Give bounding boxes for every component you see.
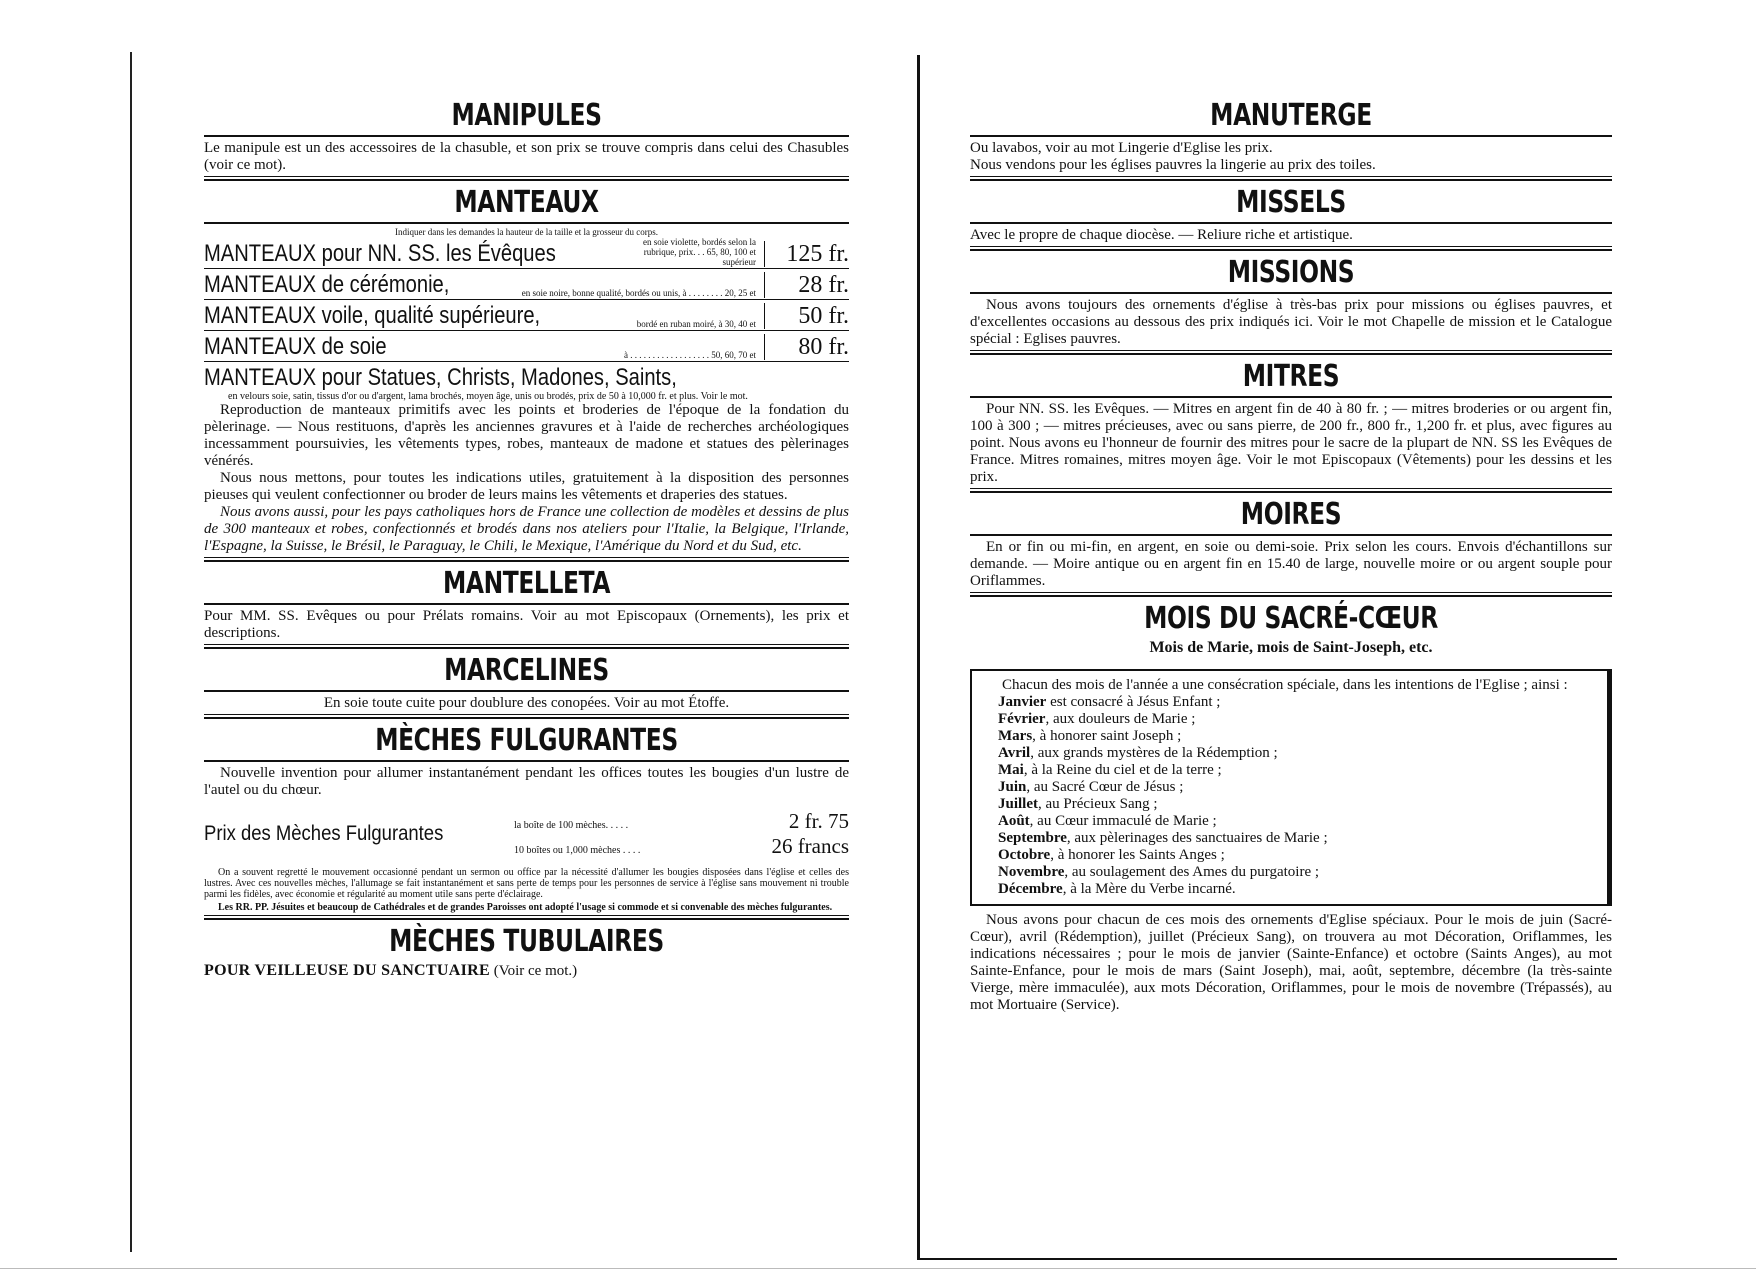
month-item xyxy=(998,830,1597,847)
month-item xyxy=(998,779,1597,796)
entry-mois xyxy=(970,601,1612,1014)
divider xyxy=(204,915,849,920)
meches-price-label: Prix des Mèches Fulgurantes xyxy=(204,822,444,845)
divider xyxy=(970,176,1612,181)
entry-text: En soie toute cuite pour doublure des conopées. Voir au mot Étoffe. xyxy=(323,695,730,711)
page-edge xyxy=(0,1268,1756,1269)
price-line-label: 10 boîtes ou 1,000 mèches . . . . xyxy=(514,845,641,856)
divider xyxy=(204,690,849,692)
gutter-rule xyxy=(917,55,920,1260)
entry-subline xyxy=(204,962,849,980)
meches-note-bold: Les RR. PP. Jésuites et beaucoup de Cathédrales et de grandes Paroisses ont adopté l'usage si commode et si convenable des mèches fulgurantes. xyxy=(218,902,833,913)
price-detail: en soie noire, bonne qualité, bordés ou unis, à . . . . . . . . 20, 25 et xyxy=(521,288,756,298)
entry-text: Le manipule est un des accessoires de la chasuble, et son prix se trouve compris dans celui des Chasubles (voir ce mot). xyxy=(204,140,849,173)
entry-text: Pour MM. SS. Evêques ou pour Prélats romains. Voir au mot Episcopaux (Ornements), les prix et descriptions. xyxy=(204,608,849,641)
divider xyxy=(204,176,849,181)
subline-caps: POUR VEILLEUSE DU SANCTUAIRE xyxy=(204,962,490,979)
month-dedication: , à la Mère du Verbe incarné. xyxy=(1062,881,1236,897)
price-amount: 28 fr. xyxy=(764,272,849,298)
month-item xyxy=(998,745,1597,762)
month-name: Février xyxy=(998,711,1046,727)
price-row xyxy=(204,303,849,331)
divider xyxy=(204,714,849,719)
month-item xyxy=(998,728,1597,745)
month-name: Septembre xyxy=(998,830,1067,846)
entry-manteaux xyxy=(204,185,849,562)
entry-title: MISSELS xyxy=(1236,185,1346,220)
price-name: MANTEAUX voile, qualité supérieure, xyxy=(204,302,541,329)
month-dedication: , à la Reine du ciel et de la terre ; xyxy=(1023,762,1222,778)
right-page xyxy=(970,98,1612,1014)
entry-text: Avec le propre de chaque diocèse. — Reliure riche et artistique. xyxy=(970,227,1353,243)
entry-title: MANUTERGE xyxy=(1210,98,1372,133)
subline-rest: (Voir ce mot.) xyxy=(493,963,578,979)
entry-text: Nous avons toujours des ornements d'église à très-bas prix pour missions ou églises pauvres, et d'excellentes occasions au dessous des prix indiqués ici. Voir le mot Chapelle de mission et le Catalogue spécial : Eglises pauvres. xyxy=(970,297,1612,347)
price-row xyxy=(204,237,849,269)
month-dedication: , à honorer les Saints Anges ; xyxy=(1050,847,1225,863)
month-item xyxy=(998,881,1597,898)
month-dedication: , à honorer saint Joseph ; xyxy=(1032,728,1182,744)
divider xyxy=(204,222,849,224)
entry-title: MITRES xyxy=(1242,359,1340,394)
entry-meches-fulgurantes xyxy=(204,723,849,920)
price-detail: bordé en ruban moiré, à 30, 40 et xyxy=(636,319,756,329)
month-item xyxy=(998,711,1597,728)
entry-title: MÈCHES FULGURANTES xyxy=(375,723,678,758)
month-item xyxy=(998,864,1597,881)
entry-title: MÈCHES TUBULAIRES xyxy=(389,924,664,959)
entry-missels xyxy=(970,185,1612,251)
months-box xyxy=(970,669,1612,906)
entry-manuterge xyxy=(970,98,1612,181)
price-amount: 80 fr. xyxy=(764,334,849,360)
month-name: Mai xyxy=(998,762,1024,778)
entry-text: En or fin ou mi-fin, en argent, en soie ou demi-soie. Prix selon les cours. Envois d'échantillons sur demande. — Moire antique ou en argent fin en 15.40 de large, nouvelle moire or ou argent souple pour Oriflammes. xyxy=(970,539,1612,589)
price-detail: en soie violette, bordés selon la rubrique, prix. . . 65, 80, 100 et supérieur xyxy=(643,237,756,267)
month-name: Juillet xyxy=(998,796,1038,812)
entry-text: Nous avons pour chacun de ces mois des ornements d'Eglise spéciaux. Pour le mois de juin (Sacré-Cœur), avril (Rédemption), juillet (Précieux Sang), on trouvera au mot Décoration, Oriflammes, les indications nécessaires ; pour le mois de janvier (Sainte-Enfance) et octobre (Saints Anges), au mot Sainte-Enfance, pour le mois de mars (Saint Joseph), mai, août, septembre, décembre (la très-sainte Vierge, mère immaculée), aux mots Décoration, Oriflammes, pour le mois de novembre (Trépassés), au mot Mortuaire (Service). xyxy=(970,912,1612,1013)
month-dedication: est consacré à Jésus Enfant ; xyxy=(1046,694,1221,710)
month-name: Mars xyxy=(998,728,1033,744)
entry-mitres xyxy=(970,359,1612,493)
month-item xyxy=(998,796,1597,813)
divider xyxy=(970,488,1612,493)
entry-text: Pour NN. SS. les Evêques. — Mitres en argent fin de 40 à 80 fr. ; — mitres broderies or ou argent fin, 100 à 300 ; — mitres précieuses, avec ou sans pierre, de 200 fr., 800 fr., 1,200 fr. et plus, avec figures au point. Nous avons eu l'honneur de fournir des mitres pour le sacre de la plupart de NN. SS les Evêques de France. Mitres romaines, mitres moyen âge. Voir le mot Episcopaux (Vêtements) pour les dessins et les prix. xyxy=(970,401,1612,485)
price-name: MANTEAUX pour NN. SS. les Évêques xyxy=(204,240,556,267)
month-dedication: , au Sacré Cœur de Jésus ; xyxy=(1026,779,1184,795)
month-name: Août xyxy=(998,813,1030,829)
price-line-label: la boîte de 100 mèches. . . . . xyxy=(514,820,629,831)
entry-text: Nouvelle invention pour allumer instantanément pendant les offices toutes les bougies d'un lustre de l'autel ou du chœur. xyxy=(204,765,849,798)
entry-moires xyxy=(970,497,1612,597)
month-name: Juin xyxy=(998,779,1027,795)
meches-price-block xyxy=(204,809,849,859)
statues-title: MANTEAUX pour Statues, Christs, Madones, Saints, xyxy=(204,364,677,391)
bottom-corner-rule xyxy=(917,1258,1617,1260)
entry-title: MANTEAUX xyxy=(454,185,599,220)
price-line xyxy=(514,809,849,834)
left-margin-rule xyxy=(130,52,132,1252)
divider xyxy=(204,557,849,562)
month-name: Janvier xyxy=(998,694,1047,710)
month-name: Octobre xyxy=(998,847,1051,863)
months-intro: Chacun des mois de l'année a une consécration spéciale, dans les intentions de l'Eglise ; ainsi : xyxy=(1002,677,1568,693)
month-dedication: , au Cœur immaculé de Marie ; xyxy=(1029,813,1217,829)
price-name: MANTEAUX de cérémonie, xyxy=(204,271,450,298)
divider xyxy=(970,135,1612,137)
divider xyxy=(970,350,1612,355)
price-row xyxy=(204,334,849,362)
divider xyxy=(204,135,849,137)
month-dedication: , aux douleurs de Marie ; xyxy=(1045,711,1196,727)
price-line-amount: 26 francs xyxy=(771,834,849,858)
month-name: Avril xyxy=(998,745,1031,761)
entry-mantelleta xyxy=(204,566,849,649)
price-detail: à . . . . . . . . . . . . . . . . . . 50, 60, 70 et xyxy=(624,350,756,360)
divider xyxy=(204,760,849,762)
month-dedication: , aux pèlerinages des sanctuaires de Marie ; xyxy=(1066,830,1328,846)
month-item xyxy=(998,694,1597,711)
month-item xyxy=(998,847,1597,864)
month-name: Décembre xyxy=(998,881,1063,897)
month-list xyxy=(986,694,1597,898)
divider xyxy=(204,603,849,605)
divider xyxy=(204,644,849,649)
divider xyxy=(970,534,1612,536)
divider xyxy=(970,246,1612,251)
entry-title: MANTELLETA xyxy=(442,566,611,601)
meches-note: On a souvent regretté le mouvement occasionné pendant un sermon ou office par la nécessité d'allumer les bougies disposées dans l'église et celles des lustres. Avec ces nouvelles mèches, l'allumage se fait instantanément et sans perte de temps pour les personnes de service à l'église sans mouvement ni trouble parmi les fidèles, avec économie et régularité au moment utile sans perte d'éclairage. xyxy=(204,867,849,900)
entry-title: MANIPULES xyxy=(451,98,602,133)
entry-title: MOIS DU SACRÉ-CŒUR xyxy=(1144,601,1438,636)
entry-title: MOIRES xyxy=(1240,497,1342,532)
price-row xyxy=(204,272,849,300)
entry-manipules xyxy=(204,98,849,181)
meches-prices xyxy=(514,809,849,859)
statues-detail: en velours soie, satin, tissus d'or ou d'argent, lama brochés, moyen âge, unis ou brodés, prix de 50 à 10,000 fr. et plus. Voir le mot. xyxy=(228,391,748,402)
divider xyxy=(970,222,1612,224)
entry-intro: Indiquer dans les demandes la hauteur de la taille et la grosseur du corps. xyxy=(395,227,658,237)
entry-text: Nous vendons pour les églises pauvres la lingerie au prix des toiles. xyxy=(970,157,1376,173)
entry-text: Ou lavabos, voir au mot Lingerie d'Eglise les prix. xyxy=(970,140,1273,156)
divider xyxy=(970,292,1612,294)
entry-subtitle: Mois de Marie, mois de Saint-Joseph, etc. xyxy=(1149,639,1433,656)
divider xyxy=(970,592,1612,597)
month-name: Novembre xyxy=(998,864,1065,880)
entry-title: MISSIONS xyxy=(1227,255,1355,290)
price-amount: 50 fr. xyxy=(764,303,849,329)
month-dedication: , au soulagement des Ames du purgatoire ; xyxy=(1064,864,1320,880)
entry-marcelines xyxy=(204,653,849,719)
divider xyxy=(970,396,1612,398)
entry-meches-tubulaires xyxy=(204,924,849,980)
paragraph: Reproduction de manteaux primitifs avec les points et broderies de l'époque de la fondation du pèlerinage. — Nous restituons, d'après les anciennes gravures et à l'aide de recherches archéologiques incessamment poursuivies, les vêtements types, robes, manteaux de madone et statues des pèlerinages vénérés. xyxy=(204,402,849,469)
entry-title: MARCELINES xyxy=(444,653,609,688)
month-item xyxy=(998,762,1597,779)
paragraph: Nous nous mettons, pour toutes les indications utiles, gratuitement à la disposition des personnes pieuses qui veulent confectionner ou broder de leurs mains les vêtements et draperies des statues. xyxy=(204,470,849,503)
entry-missions xyxy=(970,255,1612,355)
price-line-amount: 2 fr. 75 xyxy=(788,809,849,833)
month-dedication: , aux grands mystères de la Rédemption ; xyxy=(1030,745,1278,761)
left-page xyxy=(204,98,849,980)
price-line xyxy=(514,834,849,859)
month-item xyxy=(998,813,1597,830)
price-name: MANTEAUX de soie xyxy=(204,333,387,360)
paragraph: Nous avons aussi, pour les pays catholiques hors de France une collection de modèles et dessins de plus de 300 manteaux et robes, confectionnés et brodés dans nos ateliers pour l'Italie, la Belgique, l'Irlande, l'Espagne, la Suisse, le Brésil, le Paraguay, le Chili, le Mexique, l'Amérique du Nord et du Sud, etc. xyxy=(204,504,849,554)
month-dedication: , au Précieux Sang ; xyxy=(1038,796,1158,812)
price-amount: 125 fr. xyxy=(764,241,849,267)
